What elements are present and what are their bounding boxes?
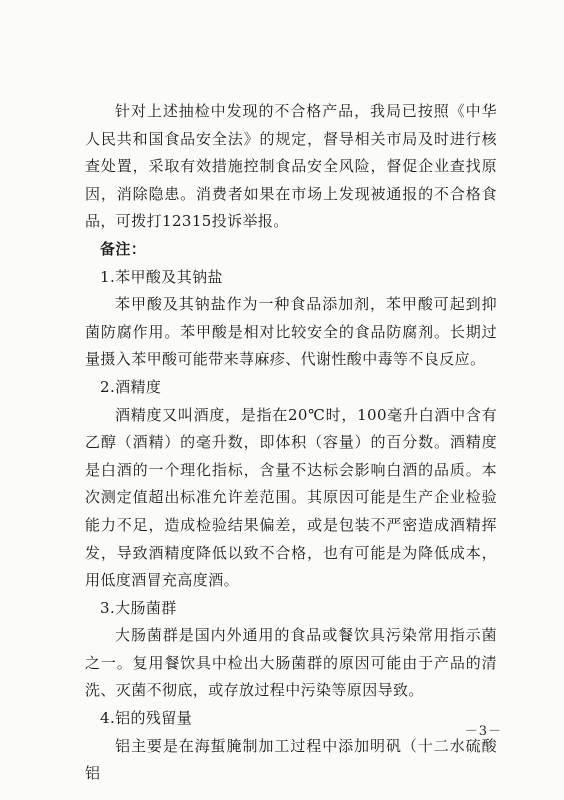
- notes-title: 备注：: [100, 239, 147, 258]
- document-body: [85, 98, 497, 788]
- section-body-benzoic-acid: 苯甲酸及其钠盐作为一种食品添加剂，苯甲酸可起到抑菌防腐作用。苯甲酸是相对比较安全的食品防腐剂。长期过量摄入苯甲酸可能带来荨麻疹、代谢性酸中毒等不良反应。: [85, 295, 497, 369]
- section-body-alcohol-content: 酒精度又叫酒度，是指在20℃时，100毫升白酒中含有乙醇（酒精）的毫升数，即体积（容量）的百分数。酒精度是白酒的一个理化指标，含量不达标会影响白酒的品质。本次测定值超出标准允许差范围。其原因可能是生产企业检验能力不足，造成检验结果偏差，或是包装不严密造成酒精挥发，导致酒精度降低以致不合格，也有可能是为降低成本，用低度酒冒充高度酒。: [85, 405, 497, 590]
- intro-paragraph: 针对上述抽检中发现的不合格产品，我局已按照《中华人民共和国食品安全法》的规定，督导相关市局及时进行核查处置，采取有效措施控制食品安全风险，督促企业查找原因，消除隐患。消费者如果在市场上发现被通报的不合格食品，可拨打12315投诉举报。: [85, 102, 497, 231]
- section-heading-aluminum-residue: 4.铝的残留量: [100, 709, 193, 728]
- section-body-aluminum-residue: 铝主要是在海蜇腌制加工过程中添加明矾（十二水硫酸铝: [85, 736, 497, 783]
- page-number: －3－: [464, 724, 502, 739]
- section-heading-benzoic-acid: 1.苯甲酸及其钠盐: [100, 267, 223, 286]
- section-heading-alcohol-content: 2.酒精度: [100, 377, 162, 396]
- section-heading-coliforms: 3.大肠菌群: [100, 598, 177, 617]
- section-body-coliforms: 大肠菌群是国内外通用的食品或餐饮具污染常用指示菌之一。复用餐饮具中检出大肠菌群的原因可能由于产品的清洗、灭菌不彻底，或存放过程中污染等原因导致。: [85, 626, 497, 700]
